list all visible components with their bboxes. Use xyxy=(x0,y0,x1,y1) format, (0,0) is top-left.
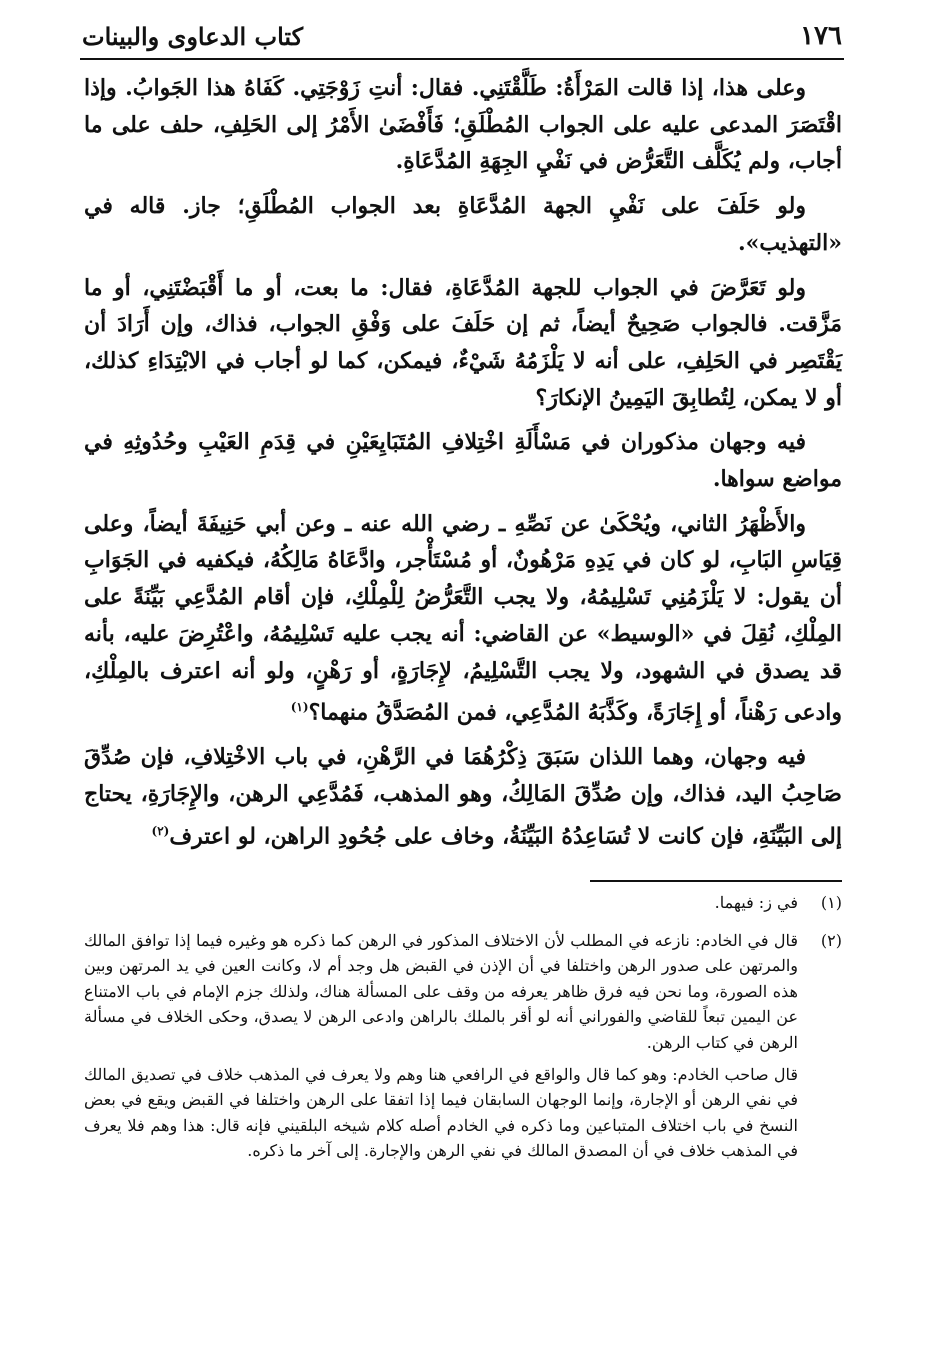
footnote-text xyxy=(84,928,798,1170)
paragraph: ولو تَعَرَّضَ في الجواب للجهة المُدَّعَاةِ، فقال: ما بعت، أو ما أَقْبَضْتَنِي، أو ما مَزَّقت. فالجواب صَحِيحٌ أيضاً، ثم إن حَلَفَ على وَفْقِ الجواب، فذاك، وإن أَرَادَ أن يَقْتَصِر في الحَلِفِ، على أنه لا يَلْزَمُهُ شَيْءٌ، فيمكن، كما لو أجاب في الابْتِدَاءِ كذلك، أو لا يمكن، لِتُطابِقَ اليَمِينُ الإنكارَ؟ xyxy=(84,274,842,411)
footnote-paragraph: قال في الخادم: نازعه في المطلب لأن الاختلاف المذكور في الرهن كما ذكره هو وغيره فيما إذا توافق المالك والمرتهن على صدور الرهن واختلفا في أن الإذن في القبض هل وجد أم لا، وكانت العين في يد المرتهن وبين هذه الصورة، وما نحن فيه فرق ظاهر يعرفه من وقف على المسألة هناك، ولذلك جزم الإمام في باب الامتناع عن اليمين تبعاً للقاضي والفوراني أنه لو أقر بالملك بالراهن وادعى الرهن لا يصدق، وحكى الخلاف في مسألة الرهن في كتاب الرهن. xyxy=(84,930,798,1052)
paragraph: وعلى هذا، إذا قالت المَرْأَةُ: طَلَّقْتَنِي. فقال: أنتِ زَوْجَتِي. كَفَاهُ هذا الجَوابُ. وإذا اقْتَصَرَ المدعى عليه على الجواب المُطْلَقِ؛ فَأَفْضَىٰ الأَمْرُ إلى الحَلِفِ، حلف على ما أجاب، ولم يُكَلَّف التَّعَرُّض في نَفْيِ الجِهَةِ المُدَّعَاةِ. xyxy=(84,75,842,175)
paragraph: فيه وجهان مذكوران في مَسْأَلَةِ اخْتِلافِ المُتَبَايِعَيْنِ في قِدَمِ العَيْبِ وحُدُوثِهِ في مواضع سواها. xyxy=(84,429,842,493)
footnote-number: (٢) xyxy=(820,930,842,950)
paragraph xyxy=(84,506,842,732)
footnote xyxy=(84,890,842,922)
page-number: ١٧٦ xyxy=(800,21,842,51)
book-title: كتاب الدعاوى والبينات xyxy=(82,21,304,51)
header-divider xyxy=(80,58,844,60)
footnote-divider xyxy=(590,880,842,882)
footnote-text xyxy=(84,890,798,922)
footnote-paragraph: في ز: فيهما. xyxy=(714,893,798,912)
footnote xyxy=(84,928,842,1170)
footnote-number: (١) xyxy=(820,893,842,912)
paragraph: ولو حَلَفَ على نَفْيِ الجهة المُدَّعَاةِ بعد الجواب المُطْلَقِ؛ جاز. قاله في «التهذيب». xyxy=(84,193,842,256)
paragraph-text: فيه وجهان، وهما اللذان سَبَقَ ذِكْرُهُمَا في الرَّهْنِ، في باب الاخْتِلافِ، فإن صُدِّقَ صَاحِبُ اليد، فذاك، وإن صُدِّقَ المَالِكُ، وهو المذهب، فَمُدَّعِي الرهن، والإِجَارَةِ، يحتاج إلى البَيِّنَةِ، فإن كانت لا تُسَاعِدُهُ البَيِّنَةُ، وخاف على جُحُودِ الراهن، لو اعترف xyxy=(84,744,842,850)
footnote-reference: (١) xyxy=(290,700,309,715)
footnote-reference: (٢) xyxy=(151,823,170,838)
footnote-paragraph: قال صاحب الخادم: وهو كما قال والواقع في الرافعي هنا وهم ولا يعرف في المذهب خلاف في تصديق المالك في نفي الرهن أو الإجارة، وإنما الوجهان السابقان فيما إذا اتفقا على الرهن واختلفا في القبض ويقع في بعض النسخ في باب اختلاف المتباعين وما ذكره في الخادم أصله كلام شيخه البلقيني فإنه قال: هذا وهم فلا يعرف في المذهب خلاف في أن المصدق المالك في نفي الرهن والإجارة. إلى آخر ما ذكره. xyxy=(84,1064,798,1161)
main-text xyxy=(84,70,842,863)
running-header xyxy=(82,14,842,58)
paragraph-text: والأَظْهَرُ الثاني، ويُحْكَىٰ عن نَصِّهِ ـ رضي الله عنه ـ وعن أبي حَنِيفَةَ أيضاً، وعلى قِيَاسِ البَابِ، لو كان في يَدِهِ مَرْهُونٌ، أو مُسْتَأْجر، وادَّعَاهُ مَالِكُهُ، فيكفيه في الجَوَابِ أن يقول: لا يَلْزَمُنِي تَسْلِيمُهُ، ولا يجب التَّعَرُّضُ لِلْمِلْكِ، فإن أقام المُدَّعِي بَيِّنَةً على المِلْكِ، نُقِلَ في «الوسيط» عن القاضي: أنه يجب عليه تَسْلِيمُهُ، واعْتُرِضَ عليه، بأنه قد يصدق في الشهود، ولا يجب التَّسْلِيمُ، لإِجَارَةٍ، أو رَهْنٍ، ولو أنه اعترف بالمِلْكِ، وادعى رَهْناً، أو إِجَارَةً، وكَذَّبَهُ المُدَّعِي، فمن المُصَدَّقُ منهما؟ xyxy=(84,510,842,726)
footnotes xyxy=(84,890,842,1176)
paragraph xyxy=(84,739,842,854)
